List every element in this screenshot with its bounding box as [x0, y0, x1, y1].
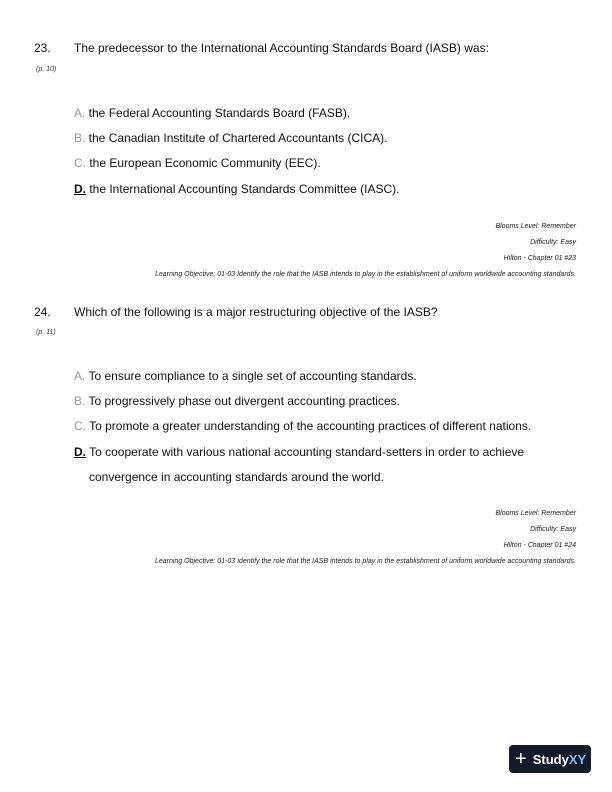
learning-objective: Learning Objective: 01-03 Identify the role that the IASB intends to play in the establishment of uniform worldwide accounting standards.: [154, 558, 576, 565]
question-number: 24.: [34, 305, 51, 319]
brand-name: StudyXY: [532, 751, 587, 767]
learning-objective: Learning Objective: 01-03 Identify the role that the IASB intends to play in the establishment of uniform worldwide accounting standards.: [154, 271, 576, 278]
difficulty: Difficulty: Easy: [530, 239, 576, 246]
question-text: Which of the following is a major restructuring objective of the IASB?: [74, 305, 438, 319]
question-number: 23.: [34, 41, 51, 55]
blooms-level: Blooms Level: Remember: [495, 510, 576, 517]
blooms-level: Blooms Level: Remember: [495, 223, 576, 230]
option-b: B. To progressively phase out divergent accounting practices.: [74, 394, 400, 408]
plus-icon: +: [515, 748, 527, 770]
page-reference: (p. 10): [36, 66, 57, 73]
option-d-correct: D. To cooperate with various national accounting standard-setters in order to achieve: [74, 445, 525, 459]
page-reference: (p. 11): [36, 329, 56, 336]
source-reference: Hilton - Chapter 01 #23: [503, 255, 576, 262]
source-reference: Hilton - Chapter 01 #24: [503, 542, 576, 549]
option-b: B. the Canadian Institute of Chartered Accountants (CICA).: [74, 131, 388, 145]
difficulty: Difficulty: Easy: [530, 526, 576, 533]
option-d-continuation: convergence in accounting standards around the world.: [89, 470, 384, 484]
option-c: C. To promote a greater understanding of the accounting practices of different nations.: [74, 419, 532, 433]
question-text: The predecessor to the International Accounting Standards Board (IASB) was:: [74, 41, 489, 55]
option-d-correct: D. the International Accounting Standards Committee (IASC).: [74, 182, 400, 196]
option-a: A. the Federal Accounting Standards Board (FASB).: [74, 106, 351, 120]
option-a: A. To ensure compliance to a single set of accounting standards.: [74, 369, 417, 383]
studyxy-badge[interactable]: [509, 745, 591, 773]
option-c: C. the European Economic Community (EEC).: [74, 156, 321, 170]
